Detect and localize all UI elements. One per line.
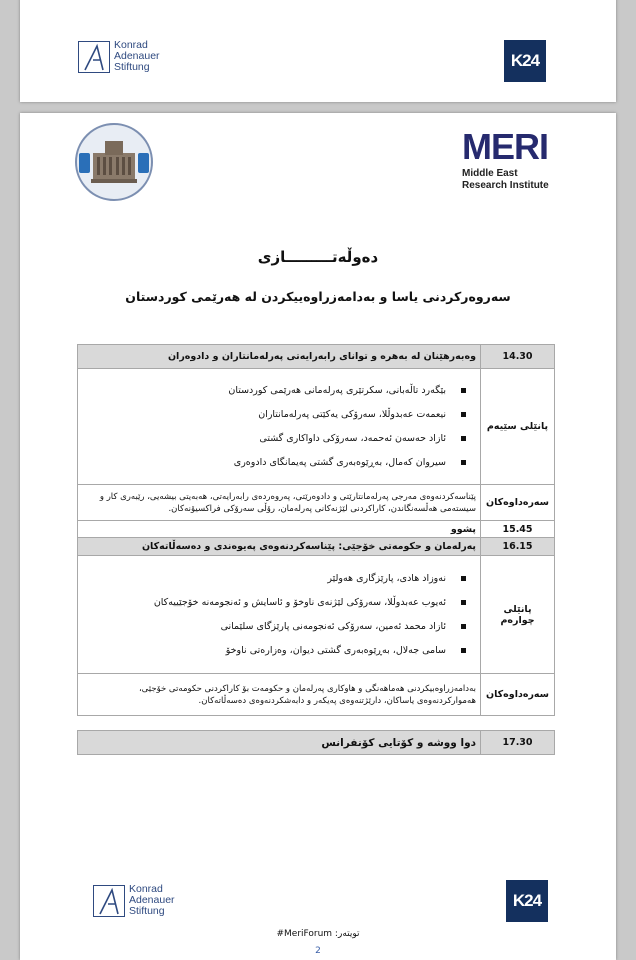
summary-row (78, 674, 555, 716)
session-heading: پەرلەمان و حکومەتی خۆجێی: پێناسەکردنەوەی پەیوەندی و دەسەڵاتەکان (78, 538, 481, 556)
summary-row (78, 485, 555, 521)
session-time: 15.45 (481, 521, 555, 538)
kas-line-1: Konrad (129, 883, 163, 895)
summary-label: سەرەداوەکان (481, 485, 555, 521)
speaker-item: نیعمەت عەبدوڵلا، سەرۆکی یەکێتی پەرلەمانتاران (82, 403, 476, 427)
summary-text: پێناسەکردنەوەی مەرجی پەرلەمانتارێتی و دادوەرێتی، پەروەردەی رابەرایەتی، هەبەیتی بیشەیی، رێبەری کار و سیستەمی هەڵسەنگاندن، کاراکردنی لێژنەکانی پەرلەمان، رۆڵی سەرۆکی فراکسیۆنەکان. (78, 485, 481, 521)
speaker-item: ئەیوب عەبدوڵلا، سەرۆکی لێژنەی ناوخۆ و ئاسایش و ئەنجومەنە خۆجێییەکان (82, 591, 476, 615)
kas-logo-mark (78, 41, 110, 73)
parliament-seal-logo (75, 123, 153, 201)
kas-logo (78, 40, 160, 73)
session-heading: وەبەرهێنان لە بەهرە و توانای رابەرایەتی پەرلەمانتاران و دادوەران (78, 345, 481, 369)
speaker-item: سیروان کەمال، بەڕێوەبەری گشتی پەیمانگای دادوەری (82, 451, 476, 475)
meri-wordmark: MERI (462, 126, 548, 167)
panel-label: پانێلی چوارەم (481, 556, 555, 674)
summary-text: بەدامەزراوەبیکردنی هەماهەنگی و هاوکاری پەرلەمان و حکومەت بۆ کاراکردنی حکومەتی خۆجێی، هەموارکردنەوەی یاساکان، دارێژتنەوەی پەیکەر و دابەشکردنەوەی دەسەڵاتەکان. (78, 674, 481, 716)
page-number: 2 (315, 946, 321, 956)
speaker-item: ئازاد محمد ئەمین، سەرۆکی ئەنجومەنی پارێزگای سلێمانی (82, 615, 476, 639)
session-heading: پشوو (78, 521, 481, 538)
kas-logo-footer (93, 884, 175, 917)
document-subtitle: سەروەرکردنی یاسا و بەدامەزراوەییکردن لە هەرێمی کوردستان (125, 289, 511, 304)
speaker-item: بێگەرد تاڵەبانی، سکرتێری پەرلەمانی هەرێمی کوردستان (82, 379, 476, 403)
session-time: 14.30 (481, 345, 555, 369)
summary-label: سەرەداوەکان (481, 674, 555, 716)
session-row (78, 538, 555, 556)
meri-sub-line-2: Research Institute (462, 180, 549, 191)
parliament-building-icon (91, 139, 137, 183)
speaker-list (82, 563, 476, 667)
speaker-item: سامی جەلال، بەڕێوەبەری گشتی دیوان، وەزارەتی ناوخۆ (82, 639, 476, 663)
speaker-item: ئازاد حەسەن ئەحمەد، سەرۆکی داواکاری گشتی (82, 427, 476, 451)
panel-label: پانێلی سێیەم (481, 369, 555, 485)
k24-logo: K24 (504, 40, 546, 82)
panel-row (78, 556, 555, 674)
program-table (77, 344, 555, 755)
session-row (78, 731, 555, 755)
session-time: 17.30 (481, 731, 555, 755)
break-row (78, 521, 555, 538)
kas-line-1: Konrad (114, 39, 148, 51)
footer-hashtag: #MeriForum :تویتەر (276, 929, 360, 939)
session-heading: دوا ووشە و کۆتایی کۆنفرانس (78, 731, 481, 755)
kas-line-3: Stiftung (114, 61, 150, 73)
kas-line-2: Adenauer (114, 50, 160, 62)
kas-line-2: Adenauer (129, 894, 175, 906)
previous-page (20, 0, 616, 102)
kas-line-3: Stiftung (129, 905, 165, 917)
panel-row (78, 369, 555, 485)
kas-logo-mark (93, 885, 125, 917)
session-row (78, 345, 555, 369)
document-page (20, 113, 616, 960)
document-title: دەوڵەتـــــــــازی (257, 248, 379, 266)
session-time: 16.15 (481, 538, 555, 556)
k24-logo-footer: K24 (506, 880, 548, 922)
meri-logo (462, 128, 572, 192)
meri-sub-line-1: Middle East (462, 168, 518, 179)
speaker-item: نەوزاد هادی، پارێزگاری هەولێر (82, 567, 476, 591)
speaker-list (82, 375, 476, 479)
